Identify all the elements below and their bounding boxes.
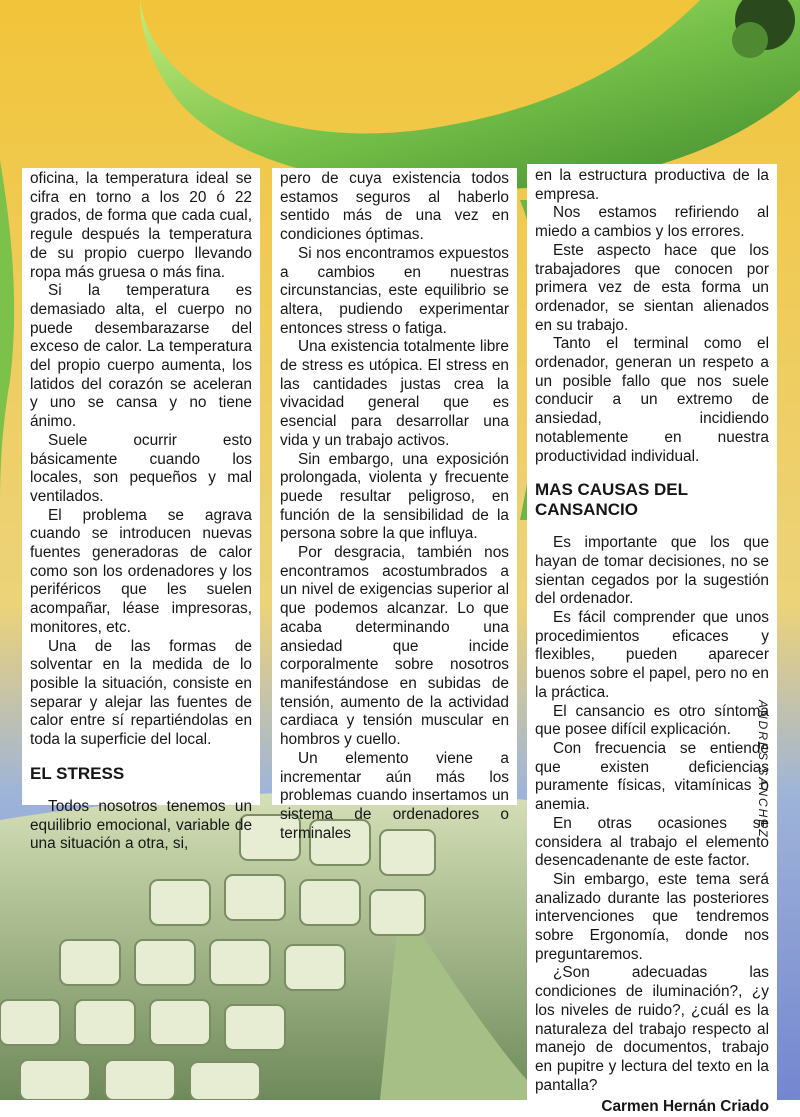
paragraph: Un elemento viene a incrementar aún más los problemas cuando insertamos un sistema de ordenadores o terminales	[280, 749, 509, 842]
paragraph: El cansancio es otro síntoma que posee difícil explicación.	[535, 702, 769, 739]
paragraph: Una de las formas de solventar en la medida de lo posible la situación, consiste en separar y alejar las fuentes de calor entre sí repartiéndolas en toda la superficie del local.	[30, 637, 252, 749]
section-heading-mas-causas: MAS CAUSAS DEL CANSANCIO	[535, 480, 688, 520]
text-column-2	[272, 168, 517, 842]
paragraph: Es importante que los que hayan de tomar decisiones, no se sientan cegados por la sugestión del ordenador.	[535, 534, 769, 608]
text-column-3	[527, 164, 777, 1116]
paragraph: El problema se agrava cuando se introducen nuevas fuentes generadoras de calor como son los ordenadores y los periféricos que les suelen acompañar, léase impresoras, monitores, etc.	[30, 506, 252, 636]
paragraph: Sin embargo, este tema será analizado durante las posteriores intervenciones que tendremos sobre Ergonomía, donde nos preguntaremos.	[535, 870, 769, 963]
paragraph: Sin embargo, una exposición prolongada, violenta y frecuente puede resultar peligroso, en función de la sensibilidad de la persona sobre la que influya.	[280, 450, 509, 543]
paragraph: Si la temperatura es demasiado alta, el cuerpo no puede desembarazarse del exceso de calor. La temperatura del propio cuerpo aumenta, los latidos del corazón se aceleran y uno se cansa y no tiene ánimo.	[30, 282, 252, 431]
paragraph: Este aspecto hace que los trabajadores que conocen por primera vez de esta forma un ordenador, se sientan alienados en su trabajo.	[535, 241, 769, 334]
paragraph: ¿Son adecuadas las condiciones de iluminación?, ¿y los niveles de ruido?, ¿cuál es la naturaleza del trabajo respecto al manejo de documentos, trabajo en pupitre y lectura del texto en la pantalla?	[535, 964, 769, 1094]
paragraph: Nos estamos refiriendo al miedo a cambios y los errores.	[535, 204, 769, 241]
paragraph: Por desgracia, también nos encontramos acostumbrados a un nivel de exigencias superior al que podemos alcanzar. Lo que acaba determinando una ansiedad que incide corporalmente sobre nosotros manifestándose en subidas de tensión, aumento de la actividad cardiaca y tensión muscular en hombros y cuello.	[280, 544, 509, 749]
paragraph: Una existencia totalmente libre de stress es utópica. El stress en las cantidades justas crea la vivacidad general que es esencial para desarrollar una vida y un trabajo activos.	[280, 338, 509, 449]
text-column-1	[22, 168, 260, 853]
paragraph: en la estructura productiva de la empresa.	[535, 167, 769, 203]
paragraph: En otras ocasiones se considera al trabajo el elemento desencadenante de este factor.	[535, 814, 769, 870]
section-heading-stress: EL STRESS	[30, 763, 125, 783]
artist-signature: ANDRES SANCHEZ	[756, 700, 770, 839]
paragraph: Todos nosotros tenemos un equilibrio emocional, variable de una situación a otra, si,	[30, 797, 252, 853]
paragraph: pero de cuya existencia todos estamos seguros al haberlo sentido más de una vez en condiciones óptimas.	[280, 170, 509, 244]
paragraph: Es fácil comprender que unos procedimientos eficaces y flexibles, pueden aparecer buenos sobre el papel, pero no en la práctica.	[535, 609, 769, 701]
paragraph: oficina, la temperatura ideal se cifra en torno a los 20 ó 22 grados, de forma que cada cual, regule después la temperatura de su propio cuerpo llevando ropa más gruesa o más fina.	[30, 170, 252, 281]
paragraph: Suele ocurrir esto básicamente cuando los locales, son pequeños y mal ventilados.	[30, 431, 252, 505]
paragraph: Si nos encontramos expuestos a cambios en nuestras circunstancias, este equilibrio se altera, pudiendo experimentar entonces stress o fatiga.	[280, 244, 509, 337]
paragraph: Tanto el terminal como el ordenador, generan un respeto a un posible fallo que nos suele conducir a un extremo de ansiedad, incidiendo notablemente en nuestra productividad individual.	[535, 335, 769, 465]
paragraph: Con frecuencia se entiende que existen deficiencias puramente físicas, vitamínicas o anemia.	[535, 739, 769, 814]
author-signature: Carmen Hernán Criado	[601, 1098, 769, 1116]
